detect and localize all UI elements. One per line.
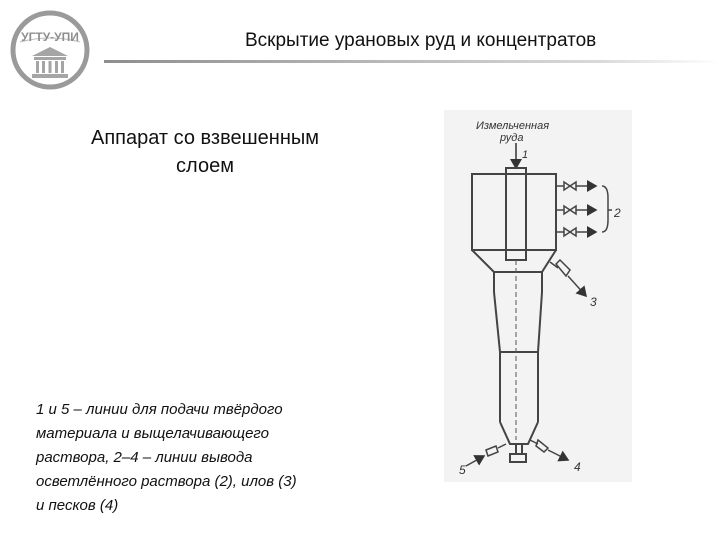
diagram-background: [444, 110, 632, 482]
slide-title: [40, 124, 370, 180]
feed-label-line-2: руда: [500, 132, 524, 144]
slide-title-line-2: слоем: [176, 155, 234, 177]
feed-label-line-1: Измельченная: [476, 120, 550, 132]
slide-title-line-1: Аппарат со взвешенным: [90, 127, 320, 149]
caption-line: раствора, 2–4 – линии вывода: [36, 449, 253, 466]
header-title: Вскрытие урановых руд и концентратов: [245, 30, 597, 51]
label-3: 3: [590, 295, 597, 309]
university-logo: [10, 10, 90, 90]
label-2: 2: [614, 206, 621, 220]
caption-line: осветлённого раствора (2), илов (3): [36, 473, 297, 490]
logo-text: УГТУ-УПИ: [21, 30, 79, 44]
label-4: 4: [574, 460, 581, 474]
label-1: 1: [522, 149, 529, 161]
figure-caption: [36, 398, 366, 518]
caption-line: и песков (4): [36, 497, 119, 514]
caption-line: 1 и 5 – линии для подачи твёрдого: [36, 401, 283, 418]
header-divider: [104, 60, 720, 63]
caption-line: материала и выщелачивающего: [36, 425, 269, 442]
apparatus-diagram: [444, 110, 632, 482]
label-5: 5: [459, 463, 466, 477]
